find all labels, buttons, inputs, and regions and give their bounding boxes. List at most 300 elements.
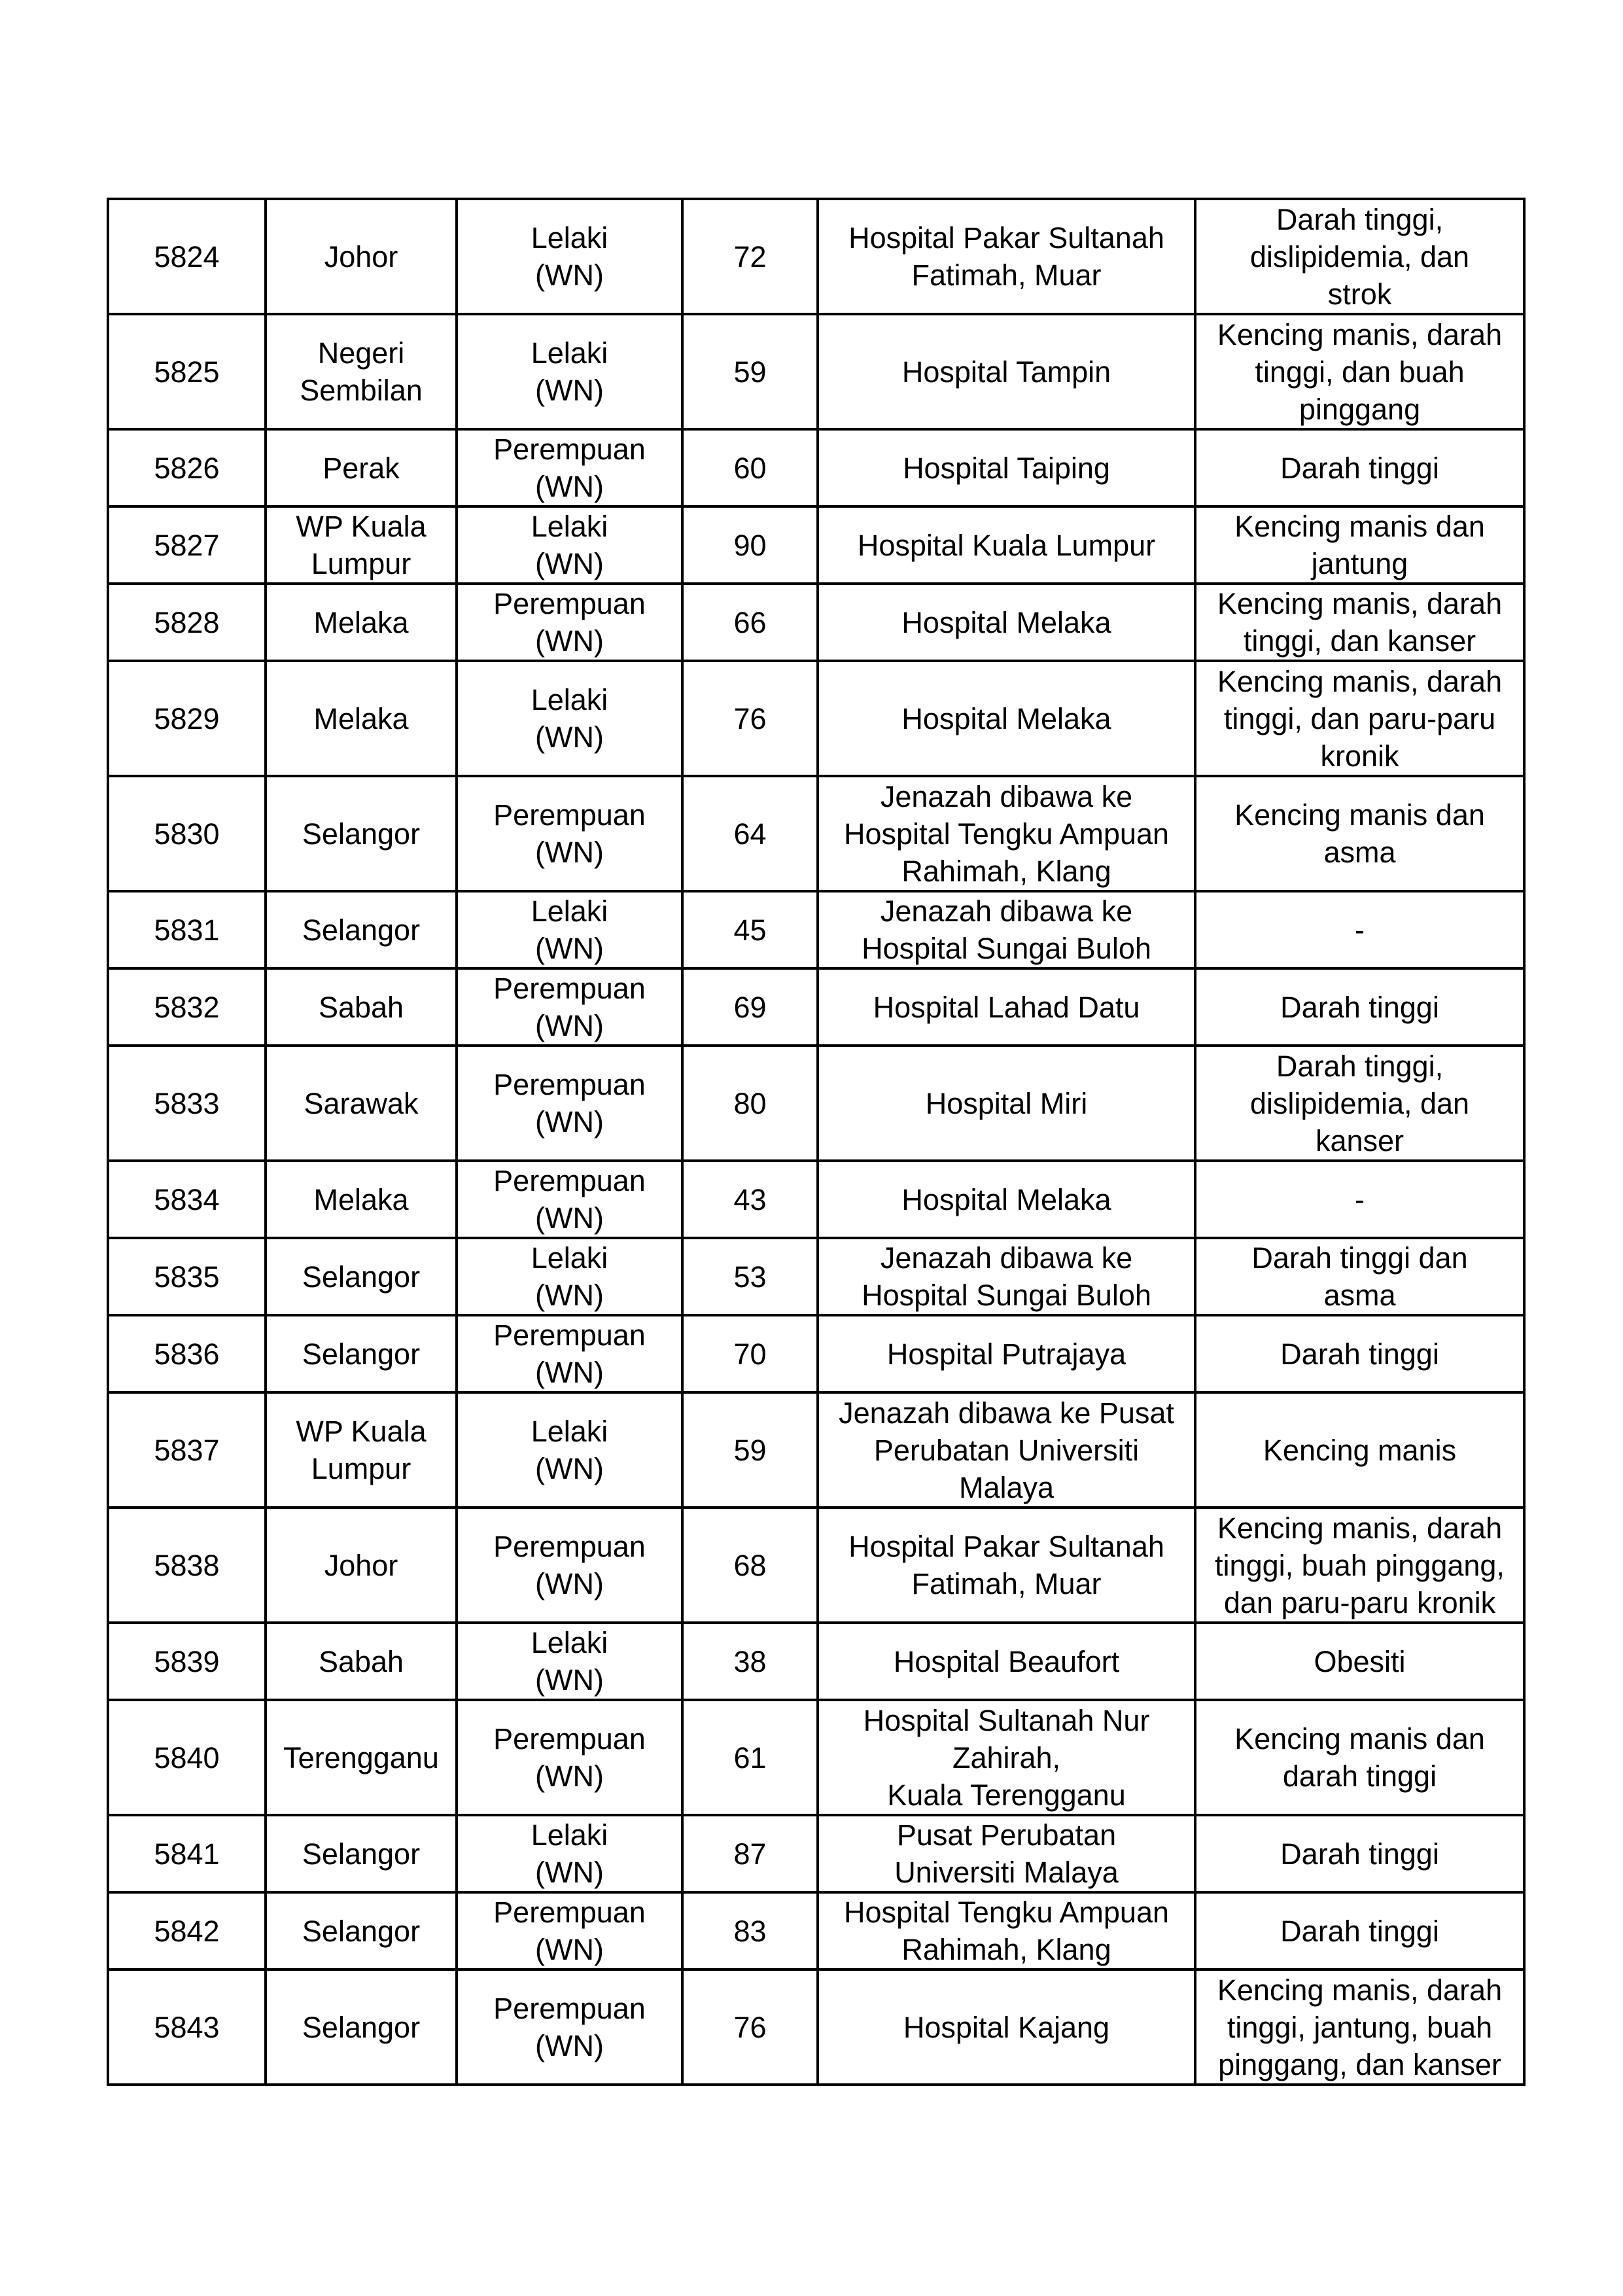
state-cell — [266, 506, 457, 584]
state-cell-line: Melaka — [313, 605, 409, 639]
comorbidities-cell-line: darah tinggi — [1282, 1759, 1437, 1793]
gender-cell-line: (WN) — [535, 547, 604, 580]
age-cell-value: 45 — [733, 913, 767, 947]
gender-cell-line: Lelaki — [531, 510, 608, 543]
location-cell-line: Hospital Kajang — [903, 2010, 1110, 2044]
gender-cell-line: Perempuan — [493, 587, 646, 620]
age-cell — [682, 314, 818, 429]
comorbidities-cell — [1195, 776, 1524, 891]
gender-cell — [457, 776, 682, 891]
table-row — [108, 1969, 1524, 2085]
location-cell — [818, 199, 1195, 314]
case-number-cell-value: 5832 — [154, 990, 220, 1024]
case-number-cell-value: 5829 — [154, 701, 220, 735]
case-number-cell-value: 5843 — [154, 2010, 220, 2044]
location-cell-line: Rahimah, Klang — [901, 1933, 1111, 1966]
case-number-cell — [108, 314, 266, 429]
comorbidities-cell — [1195, 1161, 1524, 1238]
comorbidities-cell-line: jantung — [1311, 547, 1408, 580]
table-row — [108, 1508, 1524, 1623]
state-cell — [266, 429, 457, 506]
table-row — [108, 1892, 1524, 1969]
age-cell — [682, 968, 818, 1046]
location-cell-line: Hospital Kuala Lumpur — [857, 528, 1156, 562]
table-body — [108, 199, 1524, 2085]
comorbidities-cell-line: asma — [1323, 836, 1396, 869]
state-cell — [266, 314, 457, 429]
case-number-cell-value: 5831 — [154, 913, 220, 947]
comorbidities-cell-line: tinggi, dan kanser — [1243, 624, 1476, 658]
case-number-cell-value: 5835 — [154, 1260, 220, 1294]
case-number-cell-value: 5834 — [154, 1182, 220, 1216]
comorbidities-cell — [1195, 1392, 1524, 1508]
comorbidities-cell — [1195, 314, 1524, 429]
comorbidities-cell-line: tinggi, buah pinggang, — [1215, 1548, 1505, 1582]
case-number-cell — [108, 1508, 266, 1623]
location-cell-line: Hospital Melaka — [901, 701, 1111, 735]
gender-cell — [457, 314, 682, 429]
gender-cell-line: (WN) — [535, 1567, 604, 1600]
table-row — [108, 1623, 1524, 1700]
state-cell-line: Selangor — [302, 1337, 421, 1371]
age-cell — [682, 1700, 818, 1815]
gender-cell-line: Perempuan — [493, 1992, 646, 2025]
state-cell — [266, 1392, 457, 1508]
comorbidities-cell — [1195, 1508, 1524, 1623]
location-cell-line: Hospital Taiping — [903, 451, 1110, 485]
gender-cell — [457, 1508, 682, 1623]
gender-cell — [457, 1046, 682, 1161]
gender-cell — [457, 1815, 682, 1892]
comorbidities-cell-line: Kencing manis, darah — [1217, 1973, 1503, 2007]
location-cell-line: Jenazah dibawa ke — [880, 779, 1133, 813]
gender-cell-line: Lelaki — [531, 1241, 608, 1275]
age-cell — [682, 1046, 818, 1161]
gender-cell — [457, 968, 682, 1046]
age-cell-value: 80 — [733, 1086, 767, 1120]
state-cell-line: Selangor — [302, 1914, 421, 1948]
comorbidities-cell — [1195, 1815, 1524, 1892]
state-cell — [266, 1161, 457, 1238]
gender-cell — [457, 1700, 682, 1815]
comorbidities-cell-line: Kencing manis, darah — [1217, 1511, 1503, 1545]
location-cell — [818, 776, 1195, 891]
location-cell — [818, 1315, 1195, 1392]
case-number-cell — [108, 1700, 266, 1815]
table-row — [108, 429, 1524, 506]
comorbidities-cell-line: Kencing manis, darah — [1217, 317, 1503, 351]
comorbidities-cell — [1195, 661, 1524, 776]
case-number-cell-value: 5824 — [154, 239, 220, 274]
comorbidities-cell — [1195, 1700, 1524, 1815]
gender-cell-line: Perempuan — [493, 1896, 646, 1929]
state-cell-line: Johor — [324, 239, 398, 274]
case-number-cell-value: 5825 — [154, 355, 220, 389]
age-cell-value: 38 — [733, 1644, 767, 1678]
age-cell-value: 59 — [733, 1433, 767, 1467]
comorbidities-cell-line: Darah tinggi, — [1276, 202, 1444, 236]
gender-cell — [457, 891, 682, 968]
state-cell-line: Selangor — [302, 913, 421, 947]
death-cases-table — [107, 198, 1526, 2086]
location-cell-line: Hospital Sungai Buloh — [862, 1279, 1151, 1312]
state-cell — [266, 891, 457, 968]
case-number-cell — [108, 1161, 266, 1238]
gender-cell — [457, 1969, 682, 2085]
gender-cell-line: Perempuan — [493, 1530, 646, 1563]
comorbidities-cell-line: - — [1355, 913, 1365, 947]
state-cell — [266, 1969, 457, 2085]
comorbidities-cell — [1195, 1623, 1524, 1700]
gender-cell — [457, 1315, 682, 1392]
comorbidities-cell-line: Kencing manis, darah — [1217, 587, 1503, 620]
comorbidities-cell-line: dan paru-paru kronik — [1223, 1585, 1496, 1619]
gender-cell-line: (WN) — [535, 1279, 604, 1312]
comorbidities-cell — [1195, 1969, 1524, 2085]
comorbidities-cell-line: tinggi, dan buah — [1255, 355, 1465, 389]
location-cell-line: Hospital Pakar Sultanah — [848, 221, 1164, 255]
case-number-cell — [108, 1392, 266, 1508]
location-cell — [818, 1969, 1195, 2085]
comorbidities-cell-line: Kencing manis, darah — [1217, 664, 1503, 698]
gender-cell-line: Perempuan — [493, 798, 646, 832]
gender-cell-line: (WN) — [535, 1105, 604, 1139]
state-cell-line: WP Kuala — [296, 1415, 427, 1448]
comorbidities-cell-line: Obesiti — [1314, 1644, 1406, 1678]
comorbidities-cell — [1195, 1046, 1524, 1161]
comorbidities-cell — [1195, 1238, 1524, 1315]
gender-cell-line: Lelaki — [531, 1818, 608, 1852]
location-cell-line: Hospital Sultanah Nur — [863, 1703, 1150, 1737]
comorbidities-cell-line: Darah tinggi — [1280, 1837, 1439, 1871]
comorbidities-cell-line: pinggang, dan kanser — [1218, 2047, 1501, 2081]
age-cell-value: 43 — [733, 1182, 767, 1216]
location-cell — [818, 1892, 1195, 1969]
location-cell — [818, 584, 1195, 661]
age-cell — [682, 199, 818, 314]
comorbidities-cell-line: - — [1355, 1182, 1365, 1216]
age-cell-value: 76 — [733, 701, 767, 735]
age-cell — [682, 1392, 818, 1508]
state-cell-line: Sarawak — [304, 1086, 419, 1120]
age-cell-value: 76 — [733, 2010, 767, 2044]
state-cell — [266, 584, 457, 661]
case-number-cell-value: 5840 — [154, 1740, 220, 1775]
comorbidities-cell-line: asma — [1323, 1279, 1396, 1312]
comorbidities-cell-line: kronik — [1320, 739, 1399, 773]
age-cell-value: 64 — [733, 817, 767, 851]
case-number-cell — [108, 891, 266, 968]
case-number-cell-value: 5833 — [154, 1086, 220, 1120]
gender-cell-line: Lelaki — [531, 683, 608, 716]
state-cell-line: Perak — [323, 451, 400, 485]
comorbidities-cell-line: Darah tinggi — [1280, 451, 1439, 485]
gender-cell-line: (WN) — [535, 470, 604, 503]
location-cell-line: Fatimah, Muar — [911, 1567, 1102, 1600]
location-cell-line: Hospital Tampin — [901, 355, 1111, 389]
age-cell — [682, 429, 818, 506]
gender-cell-line: Perempuan — [493, 972, 646, 1005]
age-cell — [682, 1508, 818, 1623]
gender-cell-line: Perempuan — [493, 1318, 646, 1352]
gender-cell — [457, 661, 682, 776]
age-cell — [682, 1815, 818, 1892]
comorbidities-cell-line: dislipidemia, dan — [1249, 239, 1470, 274]
gender-cell-line: (WN) — [535, 932, 604, 965]
gender-cell-line: (WN) — [535, 624, 604, 658]
location-cell-line: Hospital Putrajaya — [886, 1337, 1126, 1371]
case-number-cell-value: 5826 — [154, 451, 220, 485]
gender-cell-line: (WN) — [535, 1759, 604, 1793]
case-number-cell-value: 5836 — [154, 1337, 220, 1371]
case-number-cell — [108, 1892, 266, 1969]
state-cell — [266, 1315, 457, 1392]
state-cell-line: Selangor — [302, 817, 421, 851]
gender-cell — [457, 584, 682, 661]
table-row — [108, 776, 1524, 891]
age-cell — [682, 661, 818, 776]
gender-cell — [457, 1623, 682, 1700]
case-number-cell — [108, 506, 266, 584]
age-cell — [682, 776, 818, 891]
gender-cell-line: (WN) — [535, 1356, 604, 1389]
table-row — [108, 1700, 1524, 1815]
gender-cell-line: (WN) — [535, 1663, 604, 1697]
comorbidities-cell — [1195, 1315, 1524, 1392]
gender-cell-line: (WN) — [535, 258, 604, 292]
comorbidities-cell — [1195, 584, 1524, 661]
location-cell — [818, 1700, 1195, 1815]
case-number-cell — [108, 1315, 266, 1392]
location-cell-line: Perubatan Universiti — [873, 1433, 1140, 1467]
table-row — [108, 1046, 1524, 1161]
state-cell-line: Melaka — [313, 1182, 409, 1216]
location-cell-line: Pusat Perubatan — [896, 1818, 1117, 1852]
gender-cell-line: Perempuan — [493, 1722, 646, 1756]
case-number-cell — [108, 661, 266, 776]
location-cell-line: Hospital Tengku Ampuan — [844, 1896, 1169, 1929]
location-cell — [818, 1623, 1195, 1700]
gender-cell — [457, 199, 682, 314]
state-cell-line: Lumpur — [311, 1452, 411, 1485]
location-cell-line: Hospital Miri — [925, 1086, 1088, 1120]
location-cell-line: Hospital Tengku Ampuan — [844, 817, 1169, 851]
comorbidities-cell-line: tinggi, dan paru-paru — [1223, 701, 1496, 735]
state-cell-line: WP Kuala — [296, 510, 427, 543]
gender-cell-line: Lelaki — [531, 1626, 608, 1659]
comorbidities-cell-line: Kencing manis dan — [1234, 798, 1485, 832]
state-cell-line: Sabah — [318, 990, 404, 1024]
gender-cell — [457, 1238, 682, 1315]
age-cell — [682, 1969, 818, 2085]
table-row — [108, 661, 1524, 776]
age-cell — [682, 1623, 818, 1700]
comorbidities-cell — [1195, 891, 1524, 968]
state-cell — [266, 1815, 457, 1892]
age-cell — [682, 1161, 818, 1238]
location-cell-line: Hospital Pakar Sultanah — [848, 1530, 1164, 1563]
age-cell-value: 66 — [733, 605, 767, 639]
case-number-cell — [108, 199, 266, 314]
gender-cell — [457, 1392, 682, 1508]
case-number-cell-value: 5828 — [154, 605, 220, 639]
gender-cell — [457, 429, 682, 506]
location-cell — [818, 1238, 1195, 1315]
gender-cell-line: (WN) — [535, 836, 604, 869]
state-cell — [266, 1238, 457, 1315]
state-cell-line: Melaka — [313, 701, 409, 735]
comorbidities-cell-line: Kencing manis dan — [1234, 1722, 1485, 1756]
gender-cell-line: (WN) — [535, 1856, 604, 1889]
location-cell-line: Jenazah dibawa ke Pusat — [839, 1396, 1174, 1430]
gender-cell-line: (WN) — [535, 1201, 604, 1235]
comorbidities-cell-line: Darah tinggi, — [1276, 1049, 1444, 1083]
comorbidities-cell — [1195, 199, 1524, 314]
state-cell-line: Negeri — [317, 336, 405, 370]
location-cell-line: Jenazah dibawa ke — [880, 1241, 1133, 1275]
state-cell-line: Sembilan — [300, 374, 423, 407]
location-cell — [818, 1815, 1195, 1892]
age-cell-value: 61 — [733, 1740, 767, 1775]
case-number-cell — [108, 776, 266, 891]
case-number-cell — [108, 1815, 266, 1892]
gender-cell-line: Perempuan — [493, 1068, 646, 1101]
state-cell — [266, 1892, 457, 1969]
gender-cell-line: (WN) — [535, 1009, 604, 1042]
comorbidities-cell-line: tinggi, jantung, buah — [1227, 2010, 1493, 2044]
location-cell-line: Malaya — [958, 1470, 1055, 1504]
gender-cell-line: (WN) — [535, 720, 604, 754]
location-cell-line: Universiti Malaya — [894, 1856, 1119, 1889]
state-cell-line: Sabah — [318, 1644, 404, 1678]
state-cell — [266, 1623, 457, 1700]
case-number-cell-value: 5837 — [154, 1433, 220, 1467]
case-number-cell-value: 5841 — [154, 1837, 220, 1871]
location-cell-line: Jenazah dibawa ke — [880, 894, 1133, 928]
case-number-cell — [108, 584, 266, 661]
location-cell — [818, 891, 1195, 968]
case-number-cell — [108, 1623, 266, 1700]
comorbidities-cell-line: Darah tinggi — [1280, 990, 1439, 1024]
gender-cell — [457, 506, 682, 584]
table-row — [108, 1161, 1524, 1238]
age-cell — [682, 1892, 818, 1969]
state-cell — [266, 199, 457, 314]
age-cell-value: 53 — [733, 1260, 767, 1294]
table-row — [108, 584, 1524, 661]
state-cell — [266, 968, 457, 1046]
case-number-cell-value: 5827 — [154, 528, 220, 562]
case-number-cell-value: 5842 — [154, 1914, 220, 1948]
age-cell — [682, 1238, 818, 1315]
state-cell-line: Selangor — [302, 2010, 421, 2044]
location-cell — [818, 968, 1195, 1046]
table-row — [108, 1238, 1524, 1315]
state-cell-line: Selangor — [302, 1837, 421, 1871]
age-cell — [682, 506, 818, 584]
gender-cell-line: Lelaki — [531, 221, 608, 255]
case-number-cell — [108, 429, 266, 506]
gender-cell-line: Perempuan — [493, 1164, 646, 1197]
comorbidities-cell-line: Darah tinggi — [1280, 1337, 1439, 1371]
location-cell-line: Hospital Melaka — [901, 1182, 1111, 1216]
gender-cell-line: Perempuan — [493, 433, 646, 466]
state-cell — [266, 1700, 457, 1815]
age-cell — [682, 891, 818, 968]
location-cell — [818, 1161, 1195, 1238]
gender-cell-line: Lelaki — [531, 894, 608, 928]
gender-cell-line: (WN) — [535, 1452, 604, 1485]
age-cell-value: 87 — [733, 1837, 767, 1871]
comorbidities-cell — [1195, 1892, 1524, 1969]
comorbidities-cell-line: Darah tinggi dan — [1251, 1241, 1468, 1275]
state-cell-line: Terengganu — [283, 1740, 439, 1775]
age-cell — [682, 584, 818, 661]
comorbidities-cell-line: strok — [1327, 277, 1392, 311]
comorbidities-cell-line: Darah tinggi — [1280, 1914, 1439, 1948]
location-cell-line: Fatimah, Muar — [911, 258, 1102, 292]
age-cell-value: 72 — [733, 239, 767, 274]
location-cell-line: Rahimah, Klang — [901, 854, 1111, 888]
age-cell-value: 59 — [733, 355, 767, 389]
gender-cell — [457, 1892, 682, 1969]
comorbidities-cell-line: dislipidemia, dan — [1249, 1086, 1470, 1120]
table-row — [108, 1315, 1524, 1392]
location-cell — [818, 1046, 1195, 1161]
comorbidities-cell — [1195, 968, 1524, 1046]
table-row — [108, 1815, 1524, 1892]
table-row — [108, 968, 1524, 1046]
comorbidities-cell-line: pinggang — [1299, 392, 1421, 426]
comorbidities-cell — [1195, 506, 1524, 584]
gender-cell — [457, 1161, 682, 1238]
comorbidities-cell — [1195, 429, 1524, 506]
location-cell — [818, 429, 1195, 506]
gender-cell-line: (WN) — [535, 1933, 604, 1966]
location-cell-line: Zahirah, — [952, 1740, 1061, 1775]
gender-cell-line: Lelaki — [531, 1415, 608, 1448]
age-cell-value: 60 — [733, 451, 767, 485]
state-cell-line: Johor — [324, 1548, 398, 1582]
table-row — [108, 891, 1524, 968]
case-number-cell-value: 5830 — [154, 817, 220, 851]
age-cell-value: 69 — [733, 990, 767, 1024]
case-number-cell — [108, 1238, 266, 1315]
age-cell-value: 90 — [733, 528, 767, 562]
comorbidities-cell-line: Kencing manis dan — [1234, 510, 1485, 543]
state-cell-line: Lumpur — [311, 547, 411, 580]
comorbidities-cell-line: Kencing manis — [1263, 1433, 1457, 1467]
state-cell — [266, 661, 457, 776]
location-cell — [818, 506, 1195, 584]
table-row — [108, 314, 1524, 429]
location-cell-line: Hospital Lahad Datu — [873, 990, 1140, 1024]
age-cell-value: 70 — [733, 1337, 767, 1371]
state-cell-line: Selangor — [302, 1260, 421, 1294]
location-cell-line: Hospital Sungai Buloh — [862, 932, 1151, 965]
location-cell-line: Hospital Melaka — [901, 605, 1111, 639]
location-cell-line: Hospital Beaufort — [893, 1644, 1120, 1678]
case-number-cell — [108, 968, 266, 1046]
gender-cell-line: (WN) — [535, 2029, 604, 2062]
location-cell — [818, 314, 1195, 429]
state-cell — [266, 1046, 457, 1161]
location-cell — [818, 1508, 1195, 1623]
age-cell — [682, 1315, 818, 1392]
table-row — [108, 1392, 1524, 1508]
comorbidities-cell-line: kanser — [1315, 1123, 1405, 1157]
case-number-cell-value: 5839 — [154, 1644, 220, 1678]
